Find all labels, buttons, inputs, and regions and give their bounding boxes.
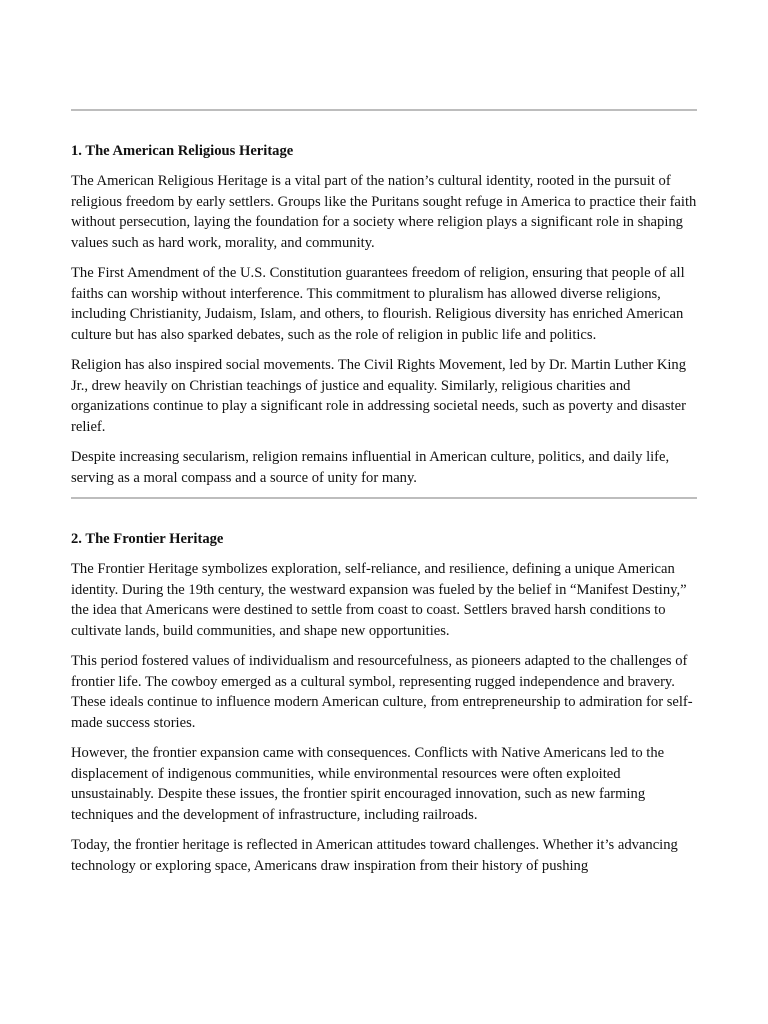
section-title: 2. The Frontier Heritage bbox=[71, 531, 224, 547]
paragraph: However, the frontier expansion came with consequences. Conflicts with Native Americans led to the displacement of indigenous communities, while environmental resources were often exploited unsustainably. Despite these issues, the frontier spirit encouraged innovation, such as new farming techniques and the development of infrastructure, including railroads. bbox=[71, 745, 665, 823]
paragraph: The Frontier Heritage symbolizes exploration, self-reliance, and resilience, defining a unique American identity. During the 19th century, the westward expansion was fueled by the belief in “Manifest Destiny,” the idea that Americans were destined to settle from coast to coast. Settlers braved harsh conditions to cultivate lands, build communities, and shape new opportunities. bbox=[71, 561, 687, 639]
section-religious-heritage bbox=[71, 141, 697, 488]
top-divider bbox=[71, 109, 697, 111]
paragraph: Despite increasing secularism, religion remains influential in American culture, politics, and daily life, serving as a moral compass and a source of unity for many. bbox=[71, 449, 670, 486]
paragraph: This period fostered values of individualism and resourcefulness, as pioneers adapted to the challenges of frontier life. The cowboy emerged as a cultural symbol, representing rugged independence and bravery. These ideals continue to influence modern American culture, from entrepreneurship to admiration for self-made success stories. bbox=[71, 653, 693, 731]
paragraph: Religion has also inspired social movements. The Civil Rights Movement, led by Dr. Martin Luther King Jr., drew heavily on Christian teachings of justice and equality. Similarly, religious charities and organizations continue to play a significant role in addressing societal needs, such as poverty and disaster relief. bbox=[71, 357, 687, 435]
paragraph: The American Religious Heritage is a vital part of the nation’s cultural identity, rooted in the pursuit of religious freedom by early settlers. Groups like the Puritans sought refuge in America to practice their faith without persecution, laying the foundation for a society where religion plays a significant role in shaping values such as hard work, morality, and community. bbox=[71, 173, 697, 251]
section-frontier-heritage bbox=[71, 529, 697, 876]
paragraph: Today, the frontier heritage is reflected in American attitudes toward challenges. Whether it’s advancing technology or exploring space, Americans draw inspiration from their history of pushing bbox=[71, 837, 678, 874]
document-page bbox=[71, 0, 697, 886]
section-divider bbox=[71, 497, 697, 499]
paragraph: The First Amendment of the U.S. Constitution guarantees freedom of religion, ensuring that people of all faiths can worship without interference. This commitment to pluralism has allowed diverse religions, including Christianity, Judaism, Islam, and others, to flourish. Religious diversity has enriched American culture but has also sparked debates, such as the role of religion in public life and politics. bbox=[71, 265, 685, 343]
section-title: 1. The American Religious Heritage bbox=[71, 143, 294, 159]
